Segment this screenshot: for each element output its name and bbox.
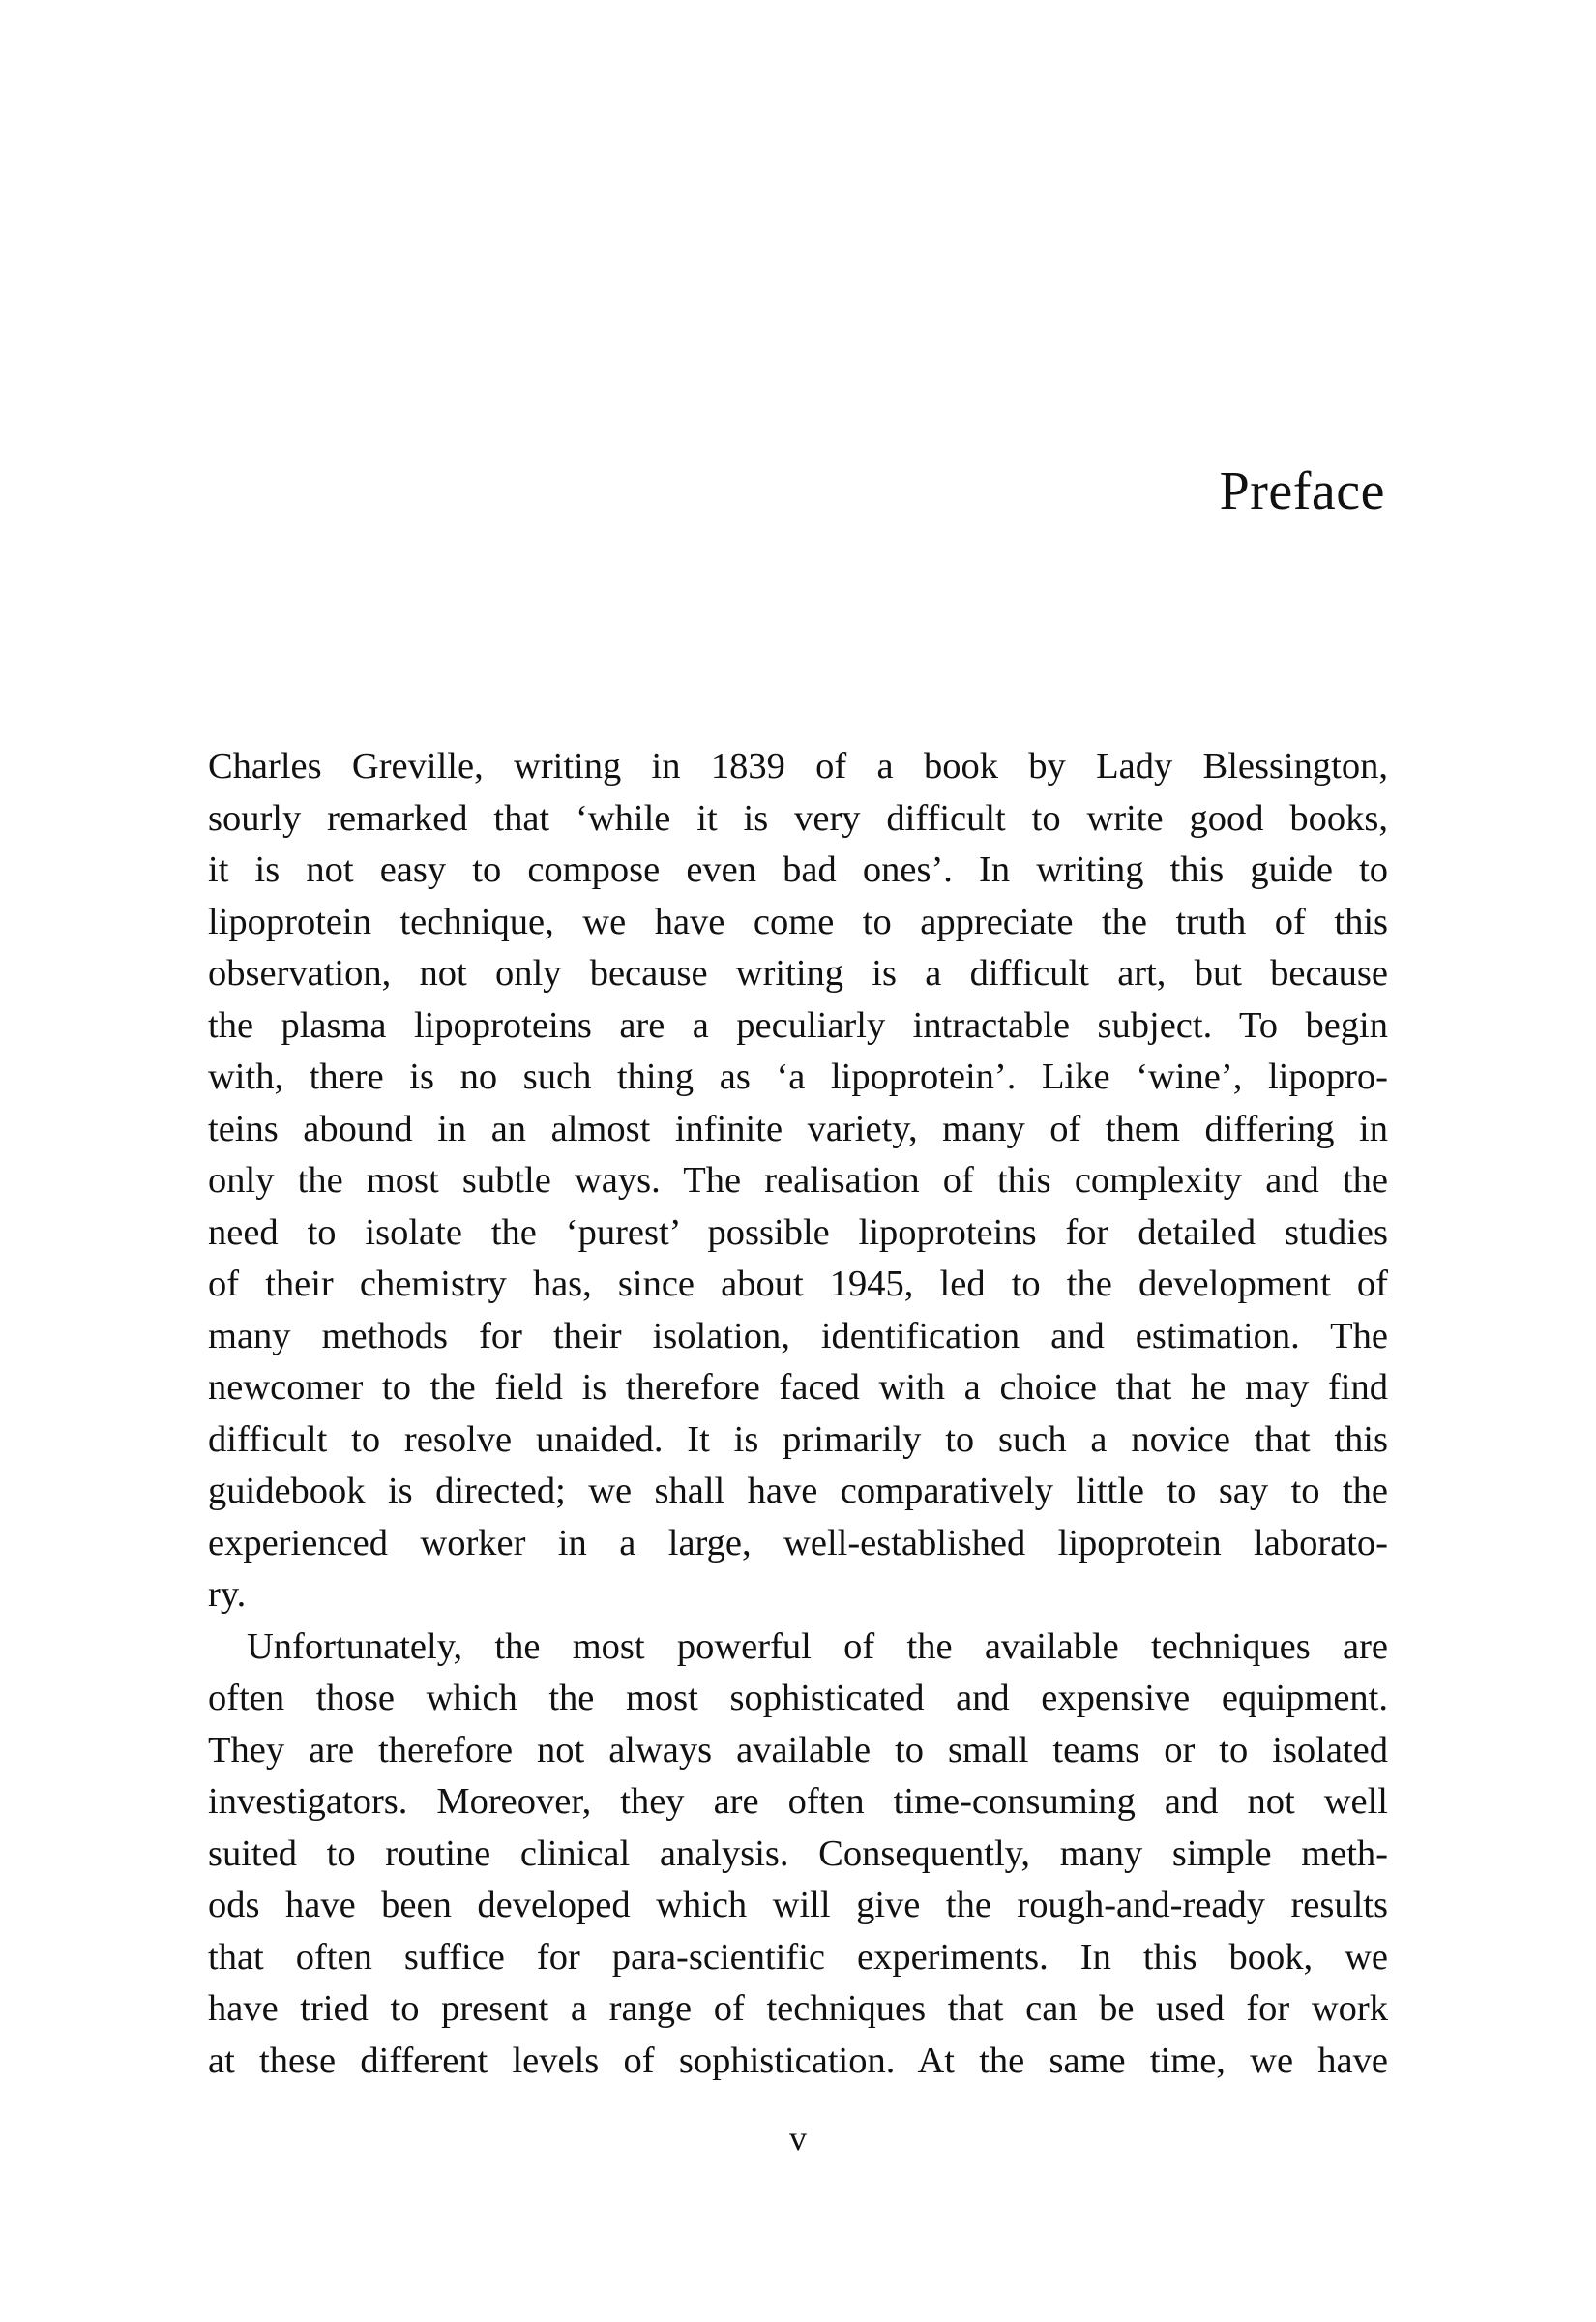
text-line: They are therefore not always available to small teams or to isolated	[208, 1729, 1388, 1771]
text-line: investigators. Moreover, they are often time-consuming and not well	[208, 1781, 1388, 1822]
text-line: have tried to present a range of techniques that can be used for work	[208, 1988, 1388, 2029]
preface-body	[208, 741, 1388, 2087]
text-line: Unfortunately, the most powerful of the available techniques are	[247, 1625, 1388, 1667]
text-line: only the most subtle ways. The realisation of this complexity and the	[208, 1160, 1388, 1201]
text-line: teins abound in an almost infinite variety, many of them differing in	[208, 1108, 1388, 1149]
text-line: guidebook is directed; we shall have comparatively little to say to the	[208, 1471, 1388, 1511]
text-line: of their chemistry has, since about 1945, led to the development of	[208, 1264, 1388, 1304]
text-line: often those which the most sophisticated and expensive equipment.	[208, 1678, 1388, 1718]
paragraph-1	[208, 741, 1388, 1622]
text-line: newcomer to the field is therefore faced with a choice that he may find	[208, 1367, 1388, 1408]
page-number: v	[789, 2119, 807, 2158]
text-line: that often suffice for para-scientific experiments. In this book, we	[208, 1936, 1388, 1978]
text-line: Charles Greville, writing in 1839 of a book by Lady Blessington,	[208, 746, 1388, 787]
chapter-heading: Preface	[1219, 461, 1385, 521]
text-line: difficult to resolve unaided. It is primarily to such a novice that this	[208, 1418, 1388, 1460]
text-line: it is not easy to compose even bad ones’. In writing this guide to	[208, 849, 1388, 890]
text-line: the plasma lipoproteins are a peculiarly intractable subject. To begin	[208, 1004, 1388, 1046]
text-line: observation, not only because writing is a difficult art, but because	[208, 953, 1388, 994]
text-line: with, there is no such thing as ‘a lipoprotein’. Like ‘wine’, lipopro-	[208, 1057, 1388, 1097]
text-line: ry.	[208, 1574, 247, 1615]
text-line: experienced worker in a large, well-established lipoprotein laborato-	[208, 1522, 1388, 1563]
text-line: sourly remarked that ‘while it is very difficult to write good books,	[208, 797, 1388, 839]
text-line: suited to routine clinical analysis. Consequently, many simple meth-	[208, 1832, 1388, 1874]
text-line: lipoprotein technique, we have come to appreciate the truth of this	[208, 901, 1388, 942]
text-line: ods have been developed which will give the rough-and-ready results	[208, 1885, 1388, 1925]
paragraph-2	[208, 1622, 1388, 2088]
text-line: need to isolate the ‘purest’ possible lipoproteins for detailed studies	[208, 1211, 1388, 1253]
text-line: many methods for their isolation, identification and estimation. The	[208, 1315, 1388, 1356]
text-line: at these different levels of sophistication. At the same time, we have	[208, 2039, 1388, 2081]
